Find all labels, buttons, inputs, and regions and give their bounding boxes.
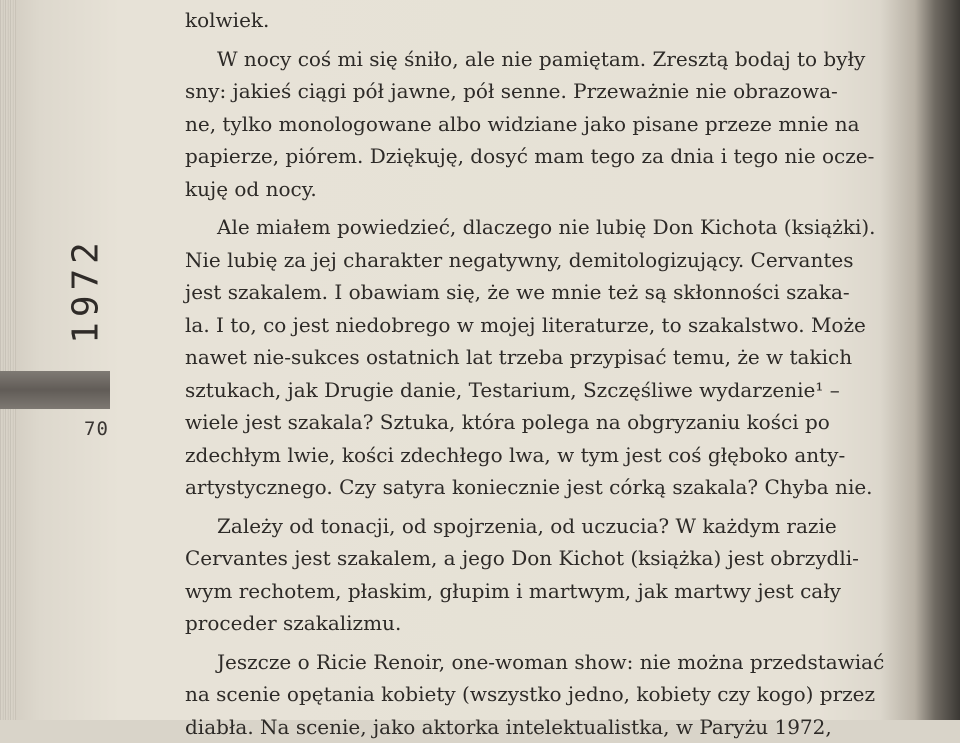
text-line: artystycznego. Czy satyra koniecznie jest córką szakala? Chyba nie.: [185, 471, 845, 504]
text-line: ne, tylko monologowane albo widziane jako pisane przeze mnie na: [185, 108, 845, 141]
text-line: nawet nie-sukces ostatnich lat trzeba przypisać temu, że w takich: [185, 341, 845, 374]
text-line: Ale miałem powiedzieć, dlaczego nie lubię Don Kichota (książki).: [185, 211, 845, 244]
text-line: Jeszcze o Ricie Renoir, one-woman show: nie można przedstawiać: [185, 646, 845, 679]
text-line: sny: jakieś ciągi pół jawne, pół senne. Przeważnie nie obrazowa-: [185, 75, 845, 108]
text-line: proceder szakalizmu.: [185, 607, 845, 640]
text-line: kolwiek.: [185, 4, 845, 37]
text-line: Nie lubię za jej charakter negatywny, demitologizujący. Cervantes: [185, 244, 845, 277]
text-line: wiele jest szakala? Sztuka, która polega na obgryzaniu kości po: [185, 406, 845, 439]
text-line: W nocy coś mi się śniło, ale nie pamiętam. Zresztą bodaj to były: [185, 43, 845, 76]
text-line: jest szakalem. I obawiam się, że we mnie też są skłonności szaka-: [185, 276, 845, 309]
text-line: na scenie opętania kobiety (wszystko jedno, kobiety czy kogo) przez: [185, 678, 845, 711]
text-line: diabła. Na scenie, jako aktorka intelektualistka, w Paryżu 1972,: [185, 711, 845, 743]
running-head-year: 1972: [66, 231, 107, 351]
text-line: zdechłym lwie, kości zdechłego lwa, w tym jest coś głęboko anty-: [185, 439, 845, 472]
text-line: Cervantes jest szakalem, a jego Don Kichot (książka) jest obrzydli-: [185, 542, 845, 575]
text-line: la. I to, co jest niedobrego w mojej literaturze, to szakalstwo. Może: [185, 309, 845, 342]
running-head: [30, 240, 140, 360]
text-line: Zależy od tonacji, od spojrzenia, od uczucia? W każdym razie: [185, 510, 845, 543]
margin-tab-bar: [0, 371, 110, 409]
main-text: [185, 4, 845, 743]
text-line: sztukach, jak Drugie danie, Testarium, Szczęśliwe wydarzenie¹ –: [185, 374, 845, 407]
text-line: kuję od nocy.: [185, 173, 845, 206]
page-edges: [0, 0, 16, 720]
text-line: wym rechotem, płaskim, głupim i martwym, jak martwy jest cały: [185, 575, 845, 608]
text-line: papierze, piórem. Dziękuję, dosyć mam tego za dnia i tego nie ocze-: [185, 140, 845, 173]
page-number: 70: [84, 418, 109, 440]
